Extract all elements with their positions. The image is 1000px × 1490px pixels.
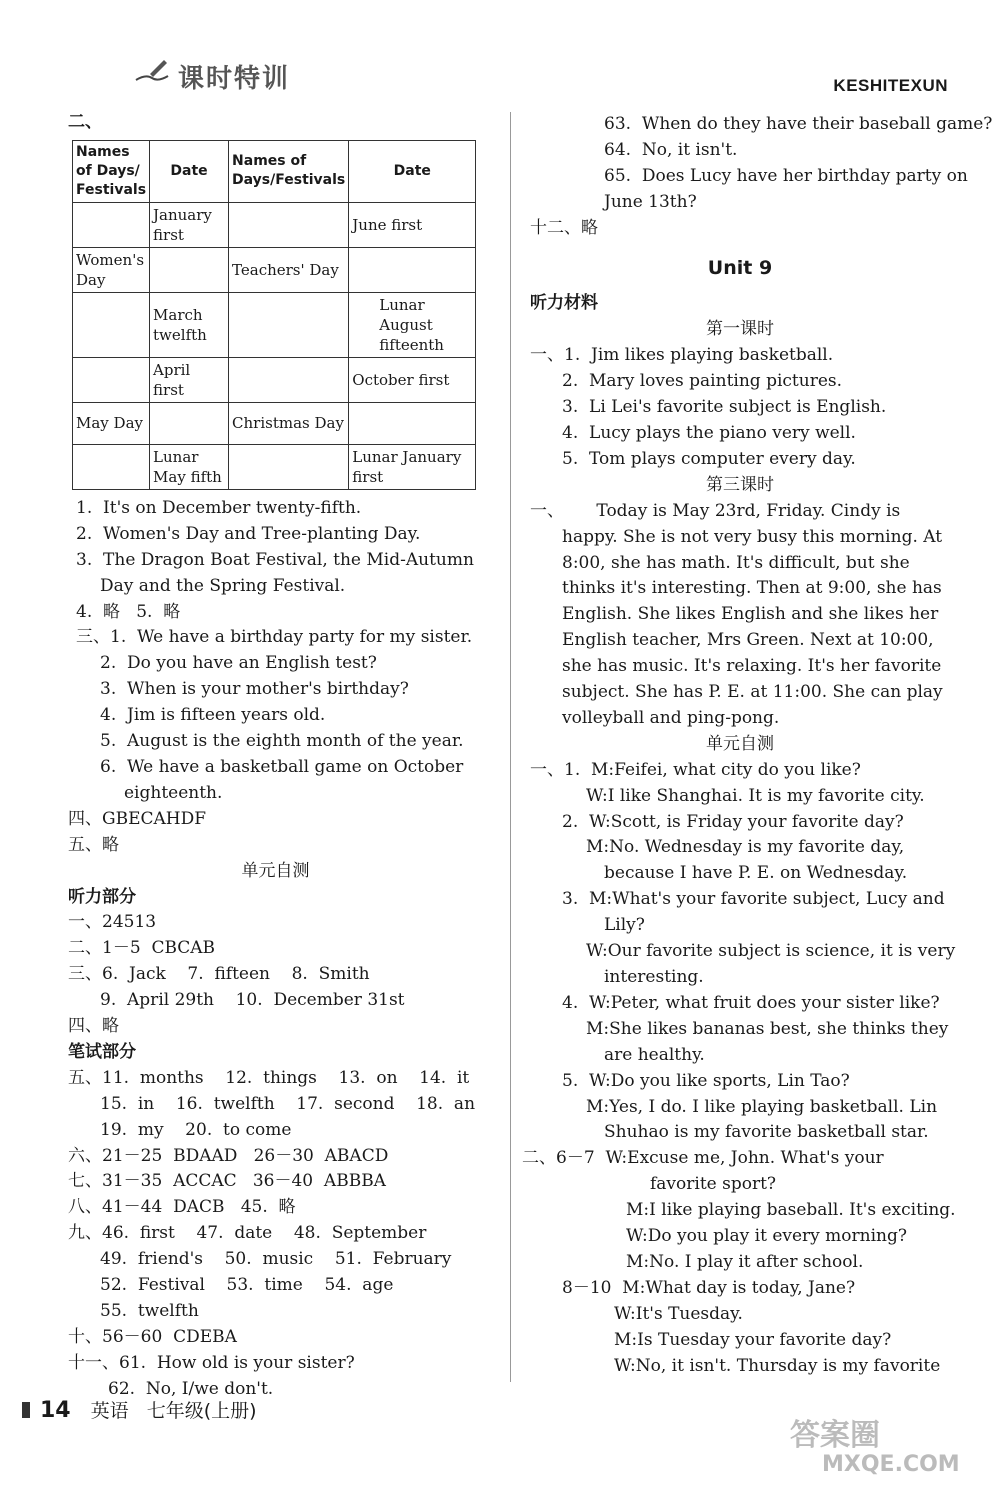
right-column <box>522 112 993 1380</box>
table-cell: Lunar January first <box>349 444 476 489</box>
answer-line: 65. Does Lucy have her birthday party on <box>604 165 968 186</box>
table-cell: April first <box>150 357 229 402</box>
dialogue-line: M:Yes, I do. I like playing basketball. Lin <box>586 1096 938 1117</box>
answer-line: Day and the Spring Festival. <box>100 575 346 596</box>
dialogue-line: M:No. I play it after school. <box>626 1251 864 1272</box>
table-row <box>73 292 476 357</box>
left-column <box>68 110 483 1403</box>
passage-line: subject. She has P. E. at 11:00. She can play <box>562 682 943 703</box>
dialogue-line: M:She likes bananas best, she thinks they <box>586 1018 949 1039</box>
passage-line: happy. She is not very busy this morning. At <box>562 526 943 547</box>
table-header-row <box>73 140 476 202</box>
table-cell: Teachers' Day <box>229 247 349 292</box>
dialogue-line: Lily? <box>604 915 645 936</box>
table-row <box>73 247 476 292</box>
answer-line: 5. Tom plays computer every day. <box>562 448 856 469</box>
table-cell <box>150 247 229 292</box>
answer-line: 3. Li Lei's favorite subject is English. <box>562 397 887 418</box>
page-marker <box>22 1402 30 1418</box>
answer-line: 6. We have a basketball game on October <box>100 756 464 777</box>
series-title: 课时特训 <box>178 64 291 94</box>
table-header: Date <box>349 140 476 202</box>
table-cell: Lunar August fifteenth <box>349 292 476 357</box>
page-number: 14 <box>40 1398 71 1423</box>
table-row <box>73 357 476 402</box>
table-header: Names of Days/Festivals <box>229 140 349 202</box>
answer-line: 3. The Dragon Boat Festival, the Mid-Autumn <box>76 549 474 570</box>
table-cell: March twelfth <box>150 292 229 357</box>
answer-line: 49. friend's 50. music 51. February <box>100 1249 452 1270</box>
column-divider <box>510 112 511 1382</box>
section-2-label: 二、 <box>68 112 102 132</box>
passage-line: English teacher, Mrs Green. Next at 10:00, <box>562 630 934 651</box>
table-cell <box>349 247 476 292</box>
answer-line: 四、略 <box>68 1016 119 1037</box>
dialogue-line: 2. W:Scott, is Friday your favorite day? <box>562 811 904 832</box>
passage-line: volleyball and ping-pong. <box>562 707 780 728</box>
dialogue-line: 5. W:Do you like sports, Lin Tao? <box>562 1070 850 1091</box>
dialogue-line: are healthy. <box>604 1044 705 1065</box>
answer-line: 52. Festival 53. time 54. age <box>100 1275 394 1296</box>
table-header: Names of Days/ Festivals <box>73 140 150 202</box>
answer-line: 五、11. months 12. things 13. on 14. it <box>68 1067 470 1088</box>
table-cell: Lunar May fifth <box>150 444 229 489</box>
festival-table <box>72 140 476 490</box>
answer-line: 2. Women's Day and Tree-planting Day. <box>76 523 421 544</box>
answer-line: 3. When is your mother's birthday? <box>100 679 409 700</box>
dialogue-line: 一、1. M:Feifei, what city do you like? <box>530 759 861 780</box>
dialogue-line: 二、6－7 W:Excuse me, John. What's your <box>522 1148 884 1169</box>
answer-line: 64. No, it isn't. <box>604 139 738 160</box>
passage-line: 8:00, she has math. It's difficult, but she <box>562 552 910 573</box>
table-cell <box>229 357 349 402</box>
table-cell <box>73 202 150 247</box>
watermark-url: MXQE.COM <box>822 1452 960 1477</box>
passage-line: thinks it's interesting. Then at 9:00, she has <box>562 578 942 599</box>
dialogue-line: because I have P. E. on Wednesday. <box>604 863 908 884</box>
table-row <box>73 444 476 489</box>
table-cell <box>349 402 476 444</box>
answer-line: 二、1－5 CBCAB <box>68 938 216 959</box>
footer-grade: 七年级(上册) <box>146 1400 257 1422</box>
section-heading: 第三课时 <box>706 474 774 495</box>
table-row <box>73 402 476 444</box>
answer-line: 19. my 20. to come <box>100 1119 292 1140</box>
brand-text: KESHITEXUN <box>833 76 948 95</box>
section-heading: 单元自测 <box>241 860 310 881</box>
footer-subject: 英语 <box>90 1400 129 1422</box>
dialogue-line: W:It's Tuesday. <box>614 1303 743 1324</box>
answer-line: 三、6. Jack 7. fifteen 8. Smith <box>68 964 370 985</box>
dialogue-line: 8－10 M:What day is today, Jane? <box>562 1277 856 1298</box>
answer-line: 十一、61. How old is your sister? <box>68 1352 355 1373</box>
answer-line: 9. April 29th 10. December 31st <box>100 990 405 1011</box>
dialogue-line: M:I like playing baseball. It's exciting. <box>626 1200 956 1221</box>
answer-line: 55. twelfth <box>100 1301 199 1321</box>
passage-line: she has music. It's relaxing. It's her favorite <box>562 656 942 677</box>
answer-line: 六、21－25 BDAAD 26－30 ABACD <box>68 1145 389 1166</box>
dialogue-line: W:No, it isn't. Thursday is my favorite <box>614 1355 941 1376</box>
section-heading: 单元自测 <box>706 733 774 754</box>
answer-line: 十、56－60 CDEBA <box>68 1326 237 1347</box>
answer-line: 2. Do you have an English test? <box>100 653 377 674</box>
answer-line: 4. 略 5. 略 <box>76 601 181 622</box>
answer-line: 5. August is the eighth month of the year. <box>100 731 464 752</box>
table-cell: January first <box>150 202 229 247</box>
table-cell <box>73 292 150 357</box>
answer-line: 1. It's on December twenty-fifth. <box>76 497 362 518</box>
dialogue-line: interesting. <box>604 967 704 987</box>
table-row <box>73 202 476 247</box>
table-cell: Christmas Day <box>229 402 349 444</box>
table-header: Date <box>150 140 229 202</box>
section-heading: 听力部分 <box>68 886 136 907</box>
dialogue-line: M:Is Tuesday your favorite day? <box>614 1329 892 1350</box>
table-cell <box>73 444 150 489</box>
answer-line: 63. When do they have their baseball game? <box>604 114 993 134</box>
table-cell: October first <box>349 357 476 402</box>
answer-line: June 13th? <box>604 191 697 212</box>
answer-line: eighteenth. <box>124 782 223 803</box>
answer-line: 4. Jim is fifteen years old. <box>100 705 326 726</box>
table-cell <box>229 292 349 357</box>
answer-line: 一、1. Jim likes playing basketball. <box>530 345 834 366</box>
table-cell <box>229 202 349 247</box>
footer <box>40 1396 257 1423</box>
passage-line: 一、 Today is May 23rd, Friday. Cindy is <box>530 500 901 521</box>
answer-line: 一、24513 <box>68 912 157 933</box>
answer-line: 十二、略 <box>530 217 598 238</box>
answer-line: 九、46. first 47. date 48. September <box>68 1223 427 1244</box>
answer-line: 五、略 <box>68 834 119 855</box>
section-heading: 听力材料 <box>530 293 598 314</box>
table-cell: June first <box>349 202 476 247</box>
dialogue-line: 3. M:What's your favorite subject, Lucy and <box>562 889 945 910</box>
answer-line: 三、1. We have a birthday party for my sister. <box>76 627 473 648</box>
dialogue-line: W:Our favorite subject is science, it is very <box>586 941 956 962</box>
dialogue-line: favorite sport? <box>650 1174 777 1195</box>
dialogue-line: M:No. Wednesday is my favorite day, <box>586 837 905 858</box>
dialogue-line: W:Do you play it every morning? <box>626 1226 907 1247</box>
table-cell <box>150 402 229 444</box>
answer-line: 4. Lucy plays the piano very well. <box>562 422 856 443</box>
answer-line: 15. in 16. twelfth 17. second 18. an <box>100 1093 476 1114</box>
answer-line: 七、31－35 ACCAC 36－40 ABBBA <box>68 1171 386 1192</box>
table-cell: May Day <box>73 402 150 444</box>
answer-line: 八、41－44 DACB 45. 略 <box>68 1197 296 1218</box>
pen-logo-icon <box>132 56 172 86</box>
dialogue-line: W:I like Shanghai. It is my favorite city. <box>586 785 925 806</box>
dialogue-line: Shuhao is my favorite basketball star. <box>604 1122 929 1143</box>
unit-title: Unit 9 <box>707 256 773 279</box>
answer-line: 2. Mary loves painting pictures. <box>562 371 843 392</box>
table-cell: Women's Day <box>73 247 150 292</box>
answer-line: 四、GBECAHDF <box>68 808 207 829</box>
answer-line: 62. No, I/we don't. <box>108 1378 274 1399</box>
table-cell <box>73 357 150 402</box>
passage-line: English. She likes English and she likes her <box>562 604 939 625</box>
watermark-logo: 答案圈 <box>790 1418 880 1453</box>
table-cell <box>229 444 349 489</box>
section-heading: 笔试部分 <box>68 1041 136 1062</box>
dialogue-line: 4. W:Peter, what fruit does your sister like? <box>562 992 940 1013</box>
section-heading: 第一课时 <box>706 319 774 340</box>
